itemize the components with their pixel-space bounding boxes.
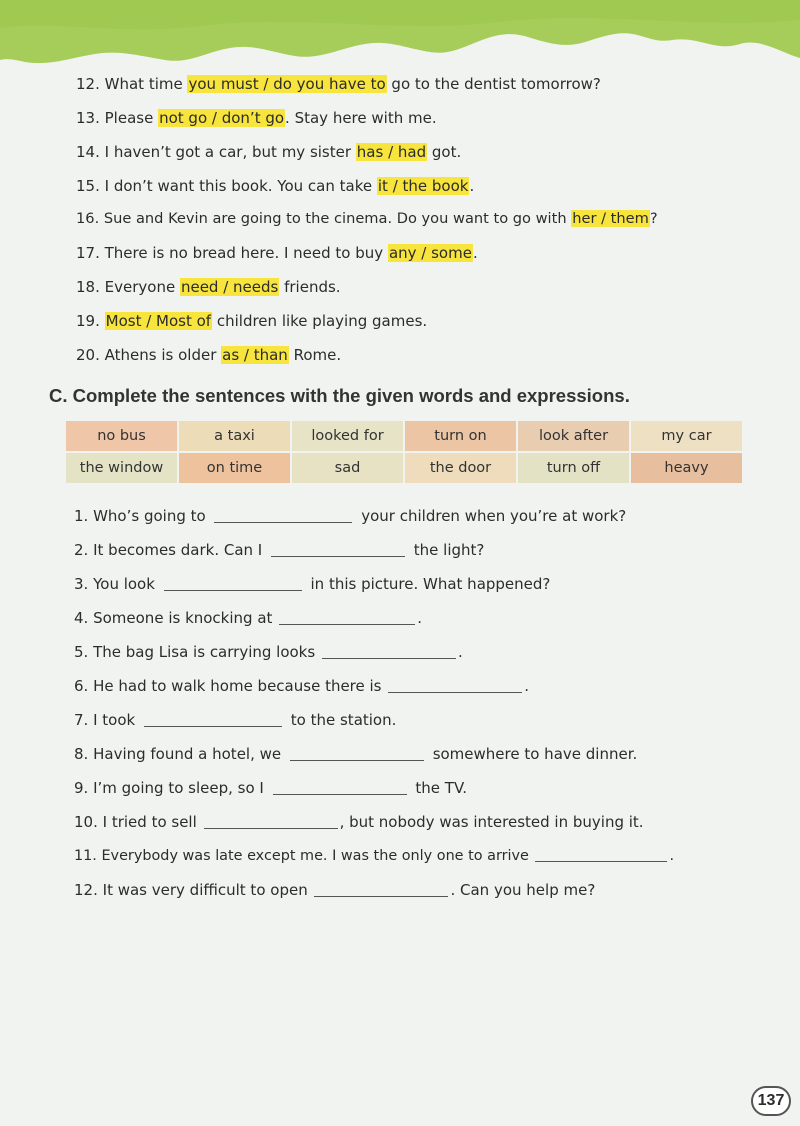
word-box-item: heavy xyxy=(631,453,742,483)
part-b-item: 14. I haven’t got a car, but my sister has / had got. xyxy=(76,143,462,161)
word-box-item: sad xyxy=(292,453,403,483)
word-box-item: look after xyxy=(518,421,629,451)
answer-options-highlight: it / the book xyxy=(377,177,469,195)
answer-blank[interactable] xyxy=(273,780,407,795)
part-b-item: 13. Please not go / don’t go. Stay here with me. xyxy=(76,109,437,127)
fill-in-sentence: 9. I’m going to sleep, so I the TV. xyxy=(74,779,468,797)
fill-in-sentence: 7. I took to the station. xyxy=(74,711,397,729)
answer-options-highlight: Most / Most of xyxy=(105,312,212,330)
fill-in-sentence: 5. The bag Lisa is carrying looks . xyxy=(74,643,463,661)
answer-blank[interactable] xyxy=(144,712,282,727)
fill-in-sentence: 8. Having found a hotel, we somewhere to have dinner. xyxy=(74,745,638,763)
word-box-item: turn on xyxy=(405,421,516,451)
part-b-item: 20. Athens is older as / than Rome. xyxy=(76,346,342,364)
word-box-item: my car xyxy=(631,421,742,451)
word-box-item: turn off xyxy=(518,453,629,483)
part-b-item: 18. Everyone need / needs friends. xyxy=(76,278,341,296)
answer-blank[interactable] xyxy=(279,610,415,625)
answer-blank[interactable] xyxy=(535,847,667,862)
fill-in-sentence: 1. Who’s going to your children when you’re at work? xyxy=(74,507,627,525)
answer-options-highlight: as / than xyxy=(222,346,288,364)
answer-blank[interactable] xyxy=(214,508,352,523)
answer-options-highlight: any / some xyxy=(388,244,472,262)
answer-options-highlight: not go / don’t go xyxy=(159,109,285,127)
fill-in-sentence: 12. It was very difficult to open . Can you help me? xyxy=(74,881,596,899)
word-box-item: looked for xyxy=(292,421,403,451)
part-b-item: 15. I don’t want this book. You can take it / the book. xyxy=(76,177,475,195)
fill-in-sentence: 6. He had to walk home because there is . xyxy=(74,677,530,695)
answer-blank[interactable] xyxy=(164,576,302,591)
fill-in-sentence: 2. It becomes dark. Can I the light? xyxy=(74,541,485,559)
page-number: 137 xyxy=(751,1086,791,1116)
word-box-item: the door xyxy=(405,453,516,483)
part-b-item: 17. There is no bread here. I need to buy any / some. xyxy=(76,244,478,262)
answer-options-highlight: need / needs xyxy=(180,278,279,296)
word-box-item: on time xyxy=(179,453,290,483)
answer-blank[interactable] xyxy=(290,746,424,761)
word-box-item: the window xyxy=(66,453,177,483)
answer-options-highlight: has / had xyxy=(356,143,427,161)
word-box-item: no bus xyxy=(66,421,177,451)
part-b-item: 16. Sue and Kevin are going to the cinema. Do you want to go with her / them? xyxy=(76,210,658,227)
answer-blank[interactable] xyxy=(204,814,338,829)
part-b-item: 19. Most / Most of children like playing games. xyxy=(76,312,428,330)
answer-blank[interactable] xyxy=(322,644,456,659)
fill-in-sentence: 10. I tried to sell , but nobody was interested in buying it. xyxy=(74,813,644,831)
part-b-item: 12. What time you must / do you have to go to the dentist tomorrow? xyxy=(76,75,601,93)
fill-in-sentence: 3. You look in this picture. What happened? xyxy=(74,575,551,593)
answer-blank[interactable] xyxy=(314,882,448,897)
word-box xyxy=(66,421,742,483)
answer-blank[interactable] xyxy=(271,542,405,557)
fill-in-sentence: 4. Someone is knocking at . xyxy=(74,609,422,627)
section-c-title: C. Complete the sentences with the given words and expressions. xyxy=(49,385,630,406)
answer-blank[interactable] xyxy=(388,678,522,693)
answer-options-highlight: her / them xyxy=(572,210,649,227)
answer-options-highlight: you must / do you have to xyxy=(188,75,386,93)
word-box-item: a taxi xyxy=(179,421,290,451)
fill-in-sentence: 11. Everybody was late except me. I was the only one to arrive . xyxy=(74,848,675,864)
